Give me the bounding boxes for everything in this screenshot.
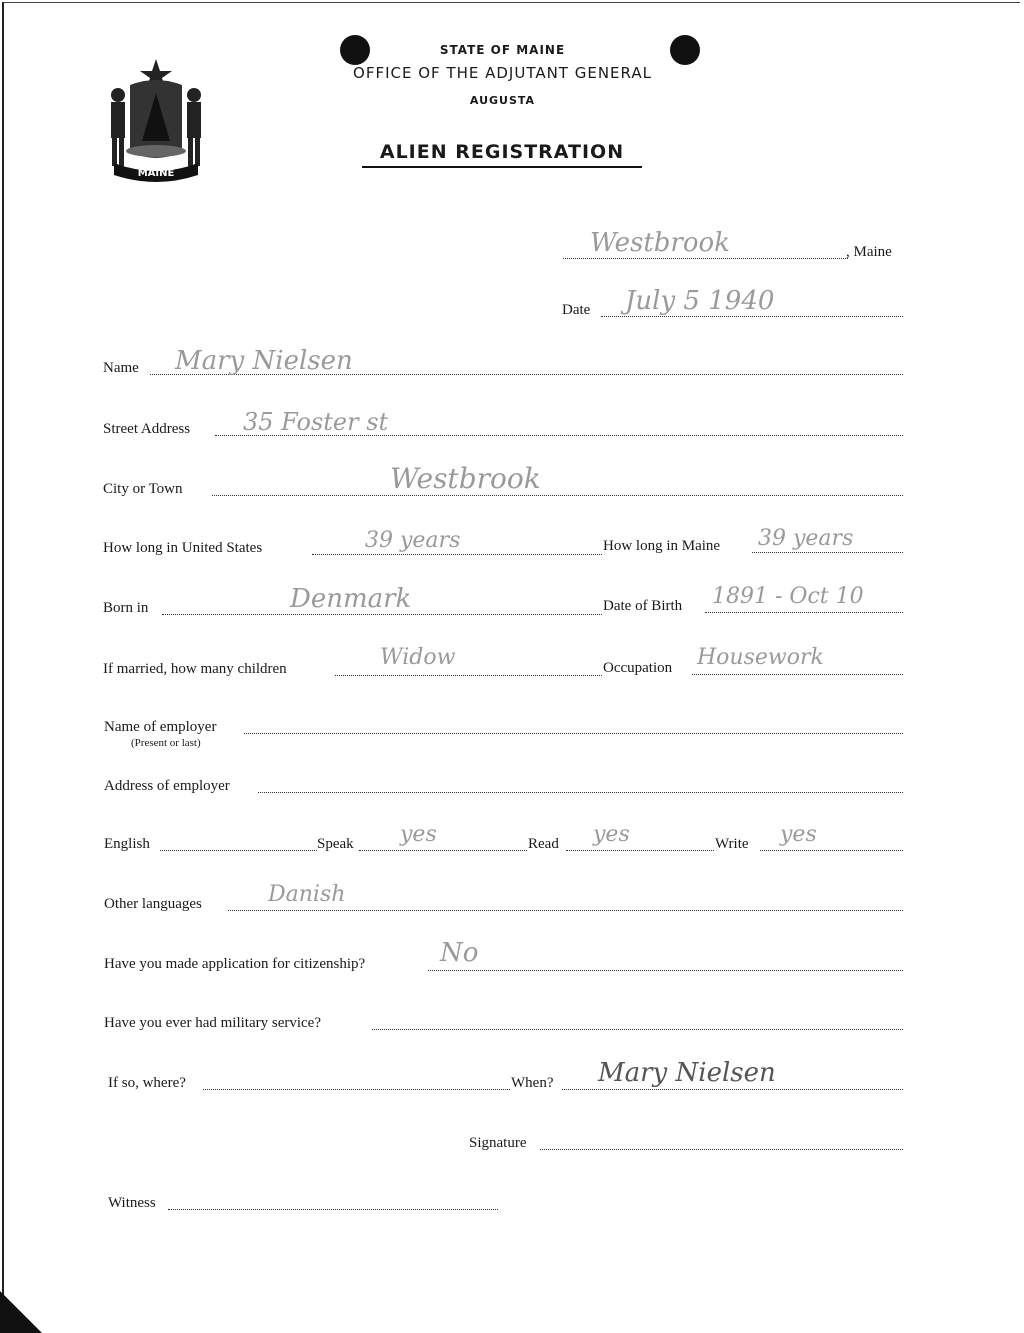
english-label: English xyxy=(104,836,150,852)
punch-hole-right xyxy=(670,35,700,65)
employer-label: Name of employer xyxy=(104,719,217,735)
years-maine-line xyxy=(752,552,903,553)
citizenship-line xyxy=(428,970,903,971)
date-value: July 5 1940 xyxy=(625,286,775,316)
occupation-line xyxy=(692,674,903,675)
years-maine-value: 39 years xyxy=(758,526,854,551)
torn-corner xyxy=(0,1291,42,1333)
write-line xyxy=(760,850,903,851)
witness-label: Witness xyxy=(108,1195,156,1211)
children-label: If married, how many children xyxy=(103,661,287,677)
where-line xyxy=(203,1089,510,1090)
punch-hole-left xyxy=(340,35,370,65)
form-title: ALIEN REGISTRATION xyxy=(362,141,642,168)
born-in-value: Denmark xyxy=(290,584,412,614)
when-label: When? xyxy=(511,1075,554,1091)
children-line xyxy=(335,675,602,676)
witness-line xyxy=(168,1209,498,1210)
read-label: Read xyxy=(528,836,559,852)
citizenship-value: No xyxy=(440,938,479,968)
speak-value: yes xyxy=(400,822,437,847)
signature-line xyxy=(540,1149,903,1150)
citizenship-label: Have you made application for citizenship? xyxy=(104,956,366,972)
when-line xyxy=(562,1089,903,1090)
employer-address-label: Address of employer xyxy=(104,778,230,794)
years-us-label: How long in United States xyxy=(103,540,263,556)
where-label: If so, where? xyxy=(108,1075,186,1091)
write-label: Write xyxy=(715,836,749,852)
speak-label: Speak xyxy=(317,836,354,852)
military-label: Have you ever had military service? xyxy=(104,1015,321,1031)
state-seal-icon xyxy=(100,55,212,183)
date-line xyxy=(601,316,903,317)
speak-line xyxy=(359,850,527,851)
place-value: Westbrook xyxy=(590,228,730,258)
name-label: Name xyxy=(103,360,139,376)
place-suffix: , Maine xyxy=(846,244,892,260)
occupation-label: Occupation xyxy=(603,660,673,676)
when-value: Mary Nielsen xyxy=(598,1058,776,1088)
read-value: yes xyxy=(593,822,630,847)
employer-address-line xyxy=(258,792,903,793)
name-value: Mary Nielsen xyxy=(175,346,353,376)
place-line xyxy=(563,258,848,259)
street-label: Street Address xyxy=(103,421,191,437)
occupation-value: Housework xyxy=(697,645,824,670)
english-line xyxy=(160,850,317,851)
years-us-value: 39 years xyxy=(365,528,461,553)
header-office: OFFICE OF THE ADJUTANT GENERAL xyxy=(353,64,652,82)
birth-date-value: 1891 - Oct 10 xyxy=(712,584,864,609)
signature-label: Signature xyxy=(469,1135,527,1151)
city-line xyxy=(212,495,903,496)
birth-date-line xyxy=(705,612,903,613)
date-label: Date xyxy=(562,302,591,318)
years-maine-label: How long in Maine xyxy=(603,538,721,554)
other-languages-line xyxy=(228,910,903,911)
children-value: Widow xyxy=(380,645,456,670)
header-city: AUGUSTA xyxy=(469,94,536,107)
other-languages-value: Danish xyxy=(268,882,346,907)
birth-date-label: Date of Birth xyxy=(603,598,683,614)
employer-line xyxy=(244,733,903,734)
city-label: City or Town xyxy=(103,481,183,497)
born-in-line xyxy=(162,614,602,615)
years-us-line xyxy=(312,554,602,555)
write-value: yes xyxy=(780,822,817,847)
seal-banner-text: MAINE xyxy=(137,168,175,179)
military-line xyxy=(372,1029,903,1030)
read-line xyxy=(566,850,714,851)
born-in-label: Born in xyxy=(103,600,149,616)
other-languages-label: Other languages xyxy=(104,896,202,912)
street-value: 35 Foster st xyxy=(243,408,389,436)
header-state: STATE OF MAINE xyxy=(439,43,566,57)
city-value: Westbrook xyxy=(390,462,541,495)
employer-sublabel: (Present or last) xyxy=(131,737,201,749)
